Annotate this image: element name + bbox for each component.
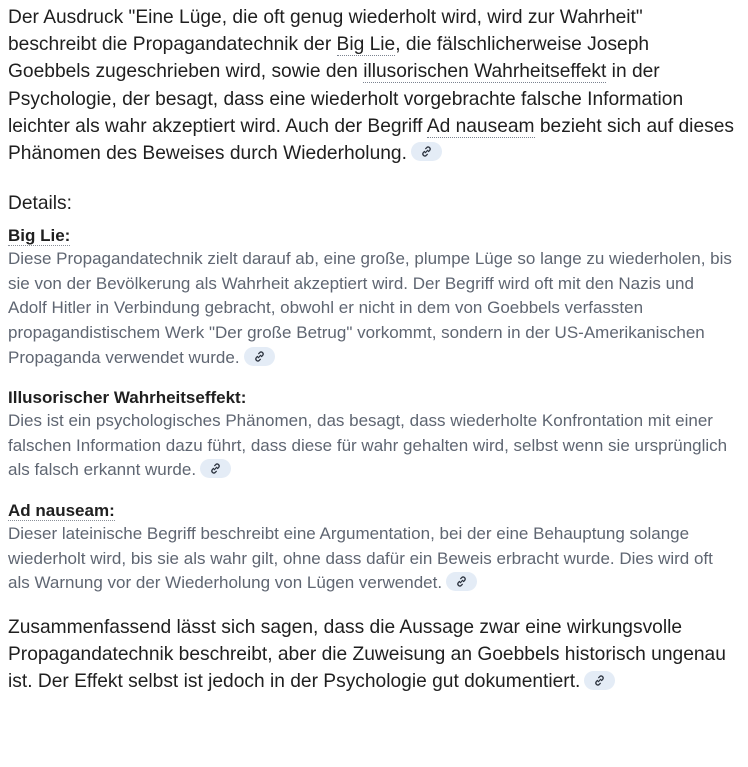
response-content [8,4,736,695]
section-big-lie [8,225,736,370]
big-lie-link[interactable]: Big Lie [336,34,396,56]
source-chip[interactable] [446,572,477,591]
link-icon [253,350,266,363]
summary-text: Zusammenfassend lässt sich sagen, dass die Aussage zwar eine wirkungsvolle Propagandatechnik beschreibt, aber die Zuweisung an Goebbels historisch ungenau ist. Der Effekt selbst ist jedoch in der Psychologie gut dokumentiert. [8,616,726,693]
section-term [8,225,736,247]
source-chip[interactable] [411,142,442,161]
intro-text: in der Psychologie, der besagt, dass eine wiederholt vorgebrachte falsche Information leichter als wahr akzeptiert wird. Auch der Begriff [8,61,684,137]
section-text [8,247,736,370]
section-ad-nauseam [8,500,736,596]
intro-text: Der Ausdruck "Eine Lüge, die oft genug wiederholt wird, wird zur Wahrheit" beschreibt die Propagandatechnik der [8,7,643,56]
intro-text: bezieht sich auf dieses Phänomen des Beweises durch Wiederholung. [8,115,734,165]
section-body: Dies ist ein psychologisches Phänomen, das besagt, dass wiederholte Konfrontation mit einer falschen Information dazu führt, dass diese für wahr gehalten wird, selbst wenn sie ursprünglich als falsch erkannt wurde. [8,411,728,480]
link-icon [209,462,222,475]
intro-text: , die fälschlicherweise Joseph Goebbels zugeschrieben wird, sowie den [8,34,650,83]
link-icon [455,575,468,588]
link-icon [420,145,433,158]
ad-nauseam-link[interactable]: Ad nauseam [426,115,535,137]
section-body: Dieser lateinische Begriff beschreibt eine Argumentation, bei der eine Behauptung solange wiederholt wird, bis sie als wahr gilt, ohne dass dafür ein Beweis erbracht wurde. Dies wird oft als Warnung vor der Wiederholung von Lügen verwendet. [8,523,713,593]
source-chip[interactable] [244,347,275,366]
section-term: Illusorischer Wahrheitseffekt: [8,388,247,408]
section-illusory-truth-effect [8,387,736,483]
summary-paragraph [8,614,736,696]
section-body: Diese Propagandatechnik zielt darauf ab, eine große, plumpe Lüge so lange zu wiederholen, bis sie von der Bevölkerung als Wahrheit akzeptiert wird. Der Begriff wird oft mit den Nazis und Adolf Hitler in Verbindung gebracht, obwohl er nicht in dem von Goebbels verfassten propagandistischem Werk "Der große Betrug" vorkommt, sondern in der US-Amerikanischen Propaganda verwendet wurde. [8,249,732,367]
section-text [8,409,736,483]
section-term [8,500,736,522]
source-chip[interactable] [200,459,231,478]
source-chip[interactable] [584,671,615,690]
section-text [8,522,736,596]
link-icon [593,674,606,687]
term-label[interactable]: Ad nauseam: [8,500,115,520]
term-label[interactable]: Big Lie: [8,226,71,246]
details-heading: Details: [8,193,72,215]
intro-paragraph [8,4,736,167]
illusory-truth-effect-link[interactable]: illusorischen Wahrheitseffekt [363,61,607,83]
